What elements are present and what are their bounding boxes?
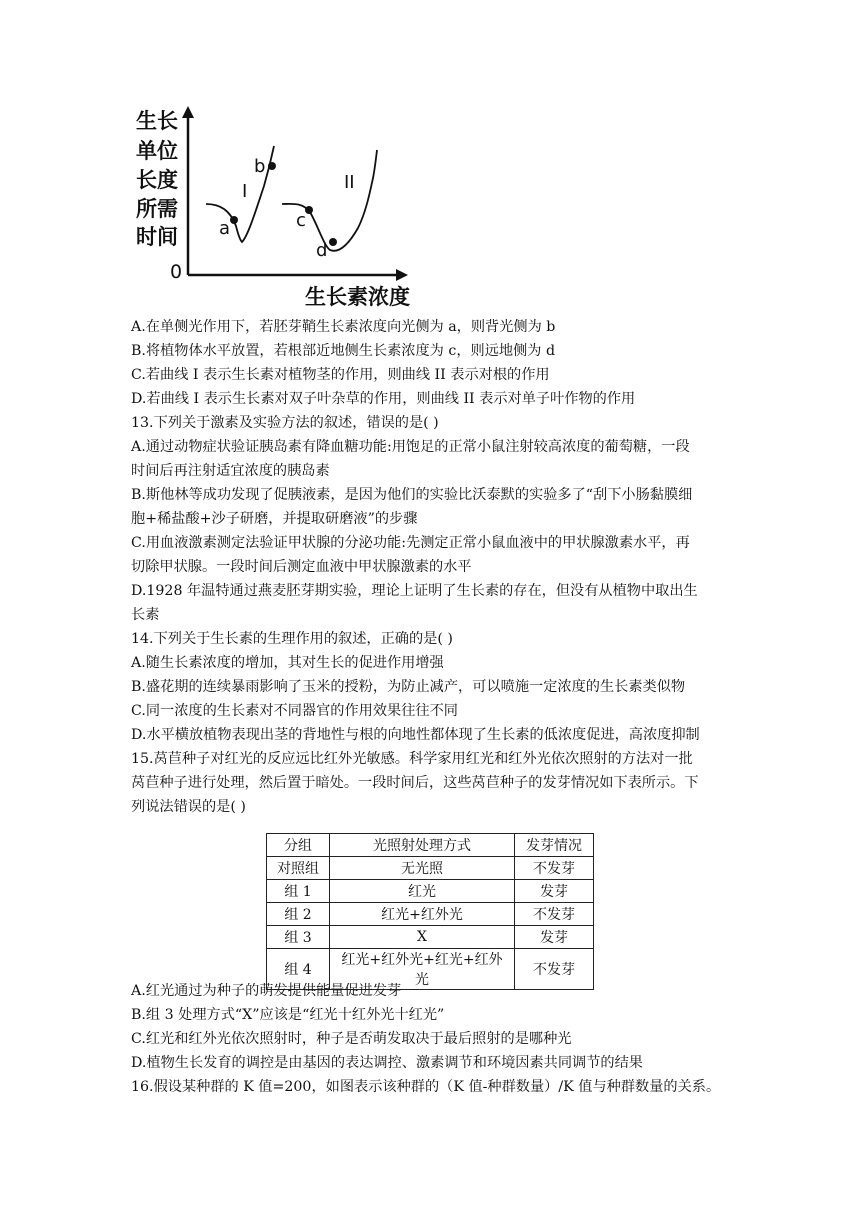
table-cell: 红光+红外光+红光+红外光 [330,949,515,990]
q15-stem: 15.莴苣种子对红光的反应远比红外光敏感。科学家用红光和红外光依次照射的方法对一批 [131,751,693,767]
y-axis-label-line: 所需 [136,197,178,221]
table-header-cell: 发芽情况 [515,834,594,857]
table-cell: 不发芽 [515,903,594,926]
table-cell: 无光照 [330,857,515,880]
y-axis-label-line: 单位 [136,139,178,163]
origin-label: 0 [170,261,183,283]
table-row [267,880,594,903]
growth-hormone-curve-figure [130,100,430,310]
table-row [267,857,594,880]
table-cell: 红光 [330,880,515,903]
germination-table [266,833,594,990]
q15-option: D.植物生长发育的调控是由基因的表达调控、激素调节和环境因素共同调节的结果 [131,1055,643,1071]
q15-stem: 莴苣种子进行处理，然后置于暗处。一段时间后，这些莴苣种子的发芽情况如下表所示。下 [131,775,699,791]
q14-option: A.随生长素浓度的增加，其对生长的促进作用增强 [131,655,444,671]
table-row [267,926,594,949]
table-cell: 红光+红外光 [330,903,515,926]
q12-option-a: A.在单侧光作用下，若胚芽鞘生长素浓度向光侧为 a，则背光侧为 b [131,319,556,335]
y-axis-arrow [182,106,194,118]
table-cell: 不发芽 [515,949,594,990]
q15-option: A.红光通过为种子的萌发提供能量促进发芽 [131,983,402,999]
y-axis-label-line: 生长 [136,109,178,133]
q14-option: B.盛花期的连续暴雨影响了玉米的授粉，为防止减产，可以喷施一定浓度的生长素类似物 [131,679,686,695]
point-a [230,216,238,224]
table-cell: 发芽 [515,880,594,903]
q14-option: C.同一浓度的生长素对不同器官的作用效果往往不同 [131,703,458,719]
x-axis-label: 生长素浓度 [305,285,410,309]
q16-stem: 16.假设某种群的 K 值=200，如图表示该种群的（K 值-种群数量）/K 值与种群数量的关系。 [131,1079,721,1095]
q13-line: B.斯他林等成功发现了促胰液素，是因为他们的实验比沃泰默的实验多了“刮下小肠黏膜细 [131,487,693,503]
q13-line: 切除甲状腺。一段时间后测定血液中甲状腺激素的水平 [131,559,472,575]
table-header-cell: 光照射处理方式 [330,834,515,857]
table-cell: 对照组 [267,857,330,880]
point-b [268,162,276,170]
point-label-c: c [296,210,306,231]
table-header-row [267,834,594,857]
table-header-cell: 分组 [267,834,330,857]
q13-line: D.1928 年温特通过燕麦胚芽期实验，理论上证明了生长素的存在，但没有从植物中取出生 [131,583,698,599]
point-label-a: a [219,218,231,239]
table-cell: 组 2 [267,903,330,926]
q13-stem: 13.下列关于激素及实验方法的叙述，错误的是( ) [131,415,439,431]
point-label-d: d [316,240,328,261]
point-c [305,206,313,214]
point-label-b: b [254,156,266,177]
q14-stem: 14.下列关于生长素的生理作用的叙述，正确的是( ) [131,631,453,647]
table-cell: 不发芽 [515,857,594,880]
y-axis-label-line: 长度 [136,168,178,192]
q15-stem: 列说法错误的是( ) [131,799,246,815]
q12-option-c: C.若曲线 I 表示生长素对植物茎的作用，则曲线 II 表示对根的作用 [131,367,550,383]
table-cell: 发芽 [515,926,594,949]
q12-option-d: D.若曲线 I 表示生长素对双子叶杂草的作用，则曲线 II 表示对单子叶作物的作用 [131,391,636,407]
q13-line: 长素 [131,607,160,623]
curve-label-I: I [242,181,248,202]
curve-II [282,150,377,251]
table-cell: 组 4 [267,949,330,990]
q15-option: C.红光和红外光依次照射时，种子是否萌发取决于最后照射的是哪种光 [131,1031,572,1047]
q13-line: 胞+稀盐酸+沙子研磨，并提取研磨液”的步骤 [131,511,418,527]
q14-option: D.水平横放植物表现出茎的背地性与根的向地性都体现了生长素的低浓度促进，高浓度抑制 [131,727,700,743]
q13-line: 时间后再注射适宜浓度的胰岛素 [131,463,330,479]
curve-label-II: II [344,172,355,193]
table-cell: 组 3 [267,926,330,949]
table-cell: X [330,926,515,949]
y-axis-label-line: 时间 [136,225,178,249]
q13-line: C.用血液激素测定法验证甲状腺的分泌功能:先测定正常小鼠血液中的甲状腺激素水平，再 [131,535,690,551]
q13-line: A.通过动物症状验证胰岛素有降血糖功能:用饱足的正常小鼠注射较高浓度的葡萄糖，一段 [131,439,690,455]
point-d [329,238,337,246]
table-cell: 组 1 [267,880,330,903]
q12-option-b: B.将植物体水平放置，若根部近地侧生长素浓度为 c，则远地侧为 d [131,343,556,359]
q15-option: B.组 3 处理方式“X”应该是“红光十红外光十红光” [131,1007,445,1023]
x-axis-arrow [396,269,408,281]
table-row [267,903,594,926]
